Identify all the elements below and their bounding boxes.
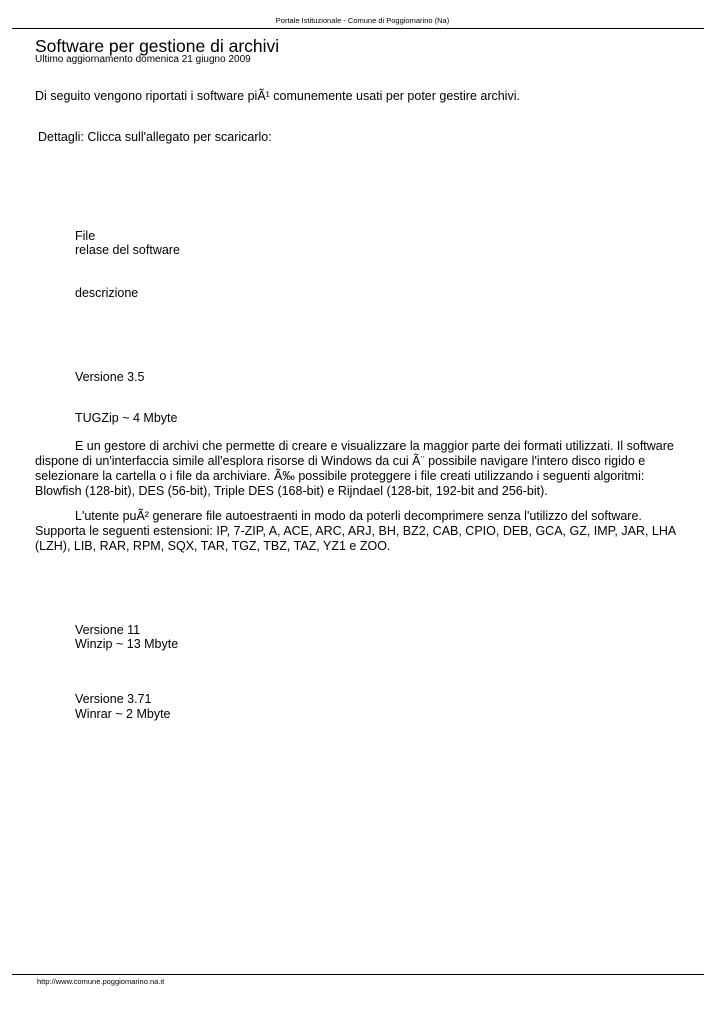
software-name-size: TUGZip ~ 4 Mbyte [75,411,178,425]
intro-text: Di seguito vengono riportati i software piÃ¹ comunemente usati per poter gestire archivi. [35,89,520,103]
page-header: Portale Istituzionale - Comune di Poggiomarino (Na) [275,16,450,25]
software-description: E un gestore di archivi che permette di creare e visualizzare la maggior parte dei formati utilizzati. Il software dispone di un'interfaccia simile all'esplora risorse di Windows da cui Ã¨ possibile navigare l'intero disco rigido e selezionare la cartella o i file da archiviare. Ã‰ possibile proteggere i file creati utilizzando i seguenti algoritmi: Blowfish (128-bit), DES (56-bit), Triple DES (168-bit) e Rijndael (128-bit, 192-bit and 256-bit). [35,439,674,498]
column-header-file: File [75,229,96,243]
column-header-description: descrizione [75,286,139,300]
footer-url: http://www.comune.poggiomarino.na.it [37,977,165,986]
software-name-size: Winrar ~ 2 Mbyte [75,707,171,721]
details-text: Dettagli: Clicca sull'allegato per scaricarlo: [38,130,272,144]
software-name-size: Winzip ~ 13 Mbyte [75,637,179,651]
software-version: Versione 3.71 [75,692,152,706]
software-version: Versione 3.5 [75,370,145,384]
last-updated: Ultimo aggiornamento domenica 21 giugno 2009 [35,54,251,65]
page-title: Software per gestione di archivi [35,36,280,56]
footer-divider [12,974,704,975]
software-description-extensions: L'utente puÃ² generare file autoestraenti in modo da poterli decomprimere senza l'utilizzo del software. Supporta le seguenti estensioni: IP, 7-ZIP, A, ACE, ARC, ARJ, BH, BZ2, CAB, CPIO, DEB, GCA, GZ, IMP, JAR, LHA (LZH), LIB, RAR, RPM, SQX, TAR, TGZ, TBZ, TAZ, YZ1 e ZOO. [35,509,676,553]
column-header-release: relase del software [75,243,180,257]
header-divider [12,28,704,29]
software-version: Versione 11 [75,623,141,637]
